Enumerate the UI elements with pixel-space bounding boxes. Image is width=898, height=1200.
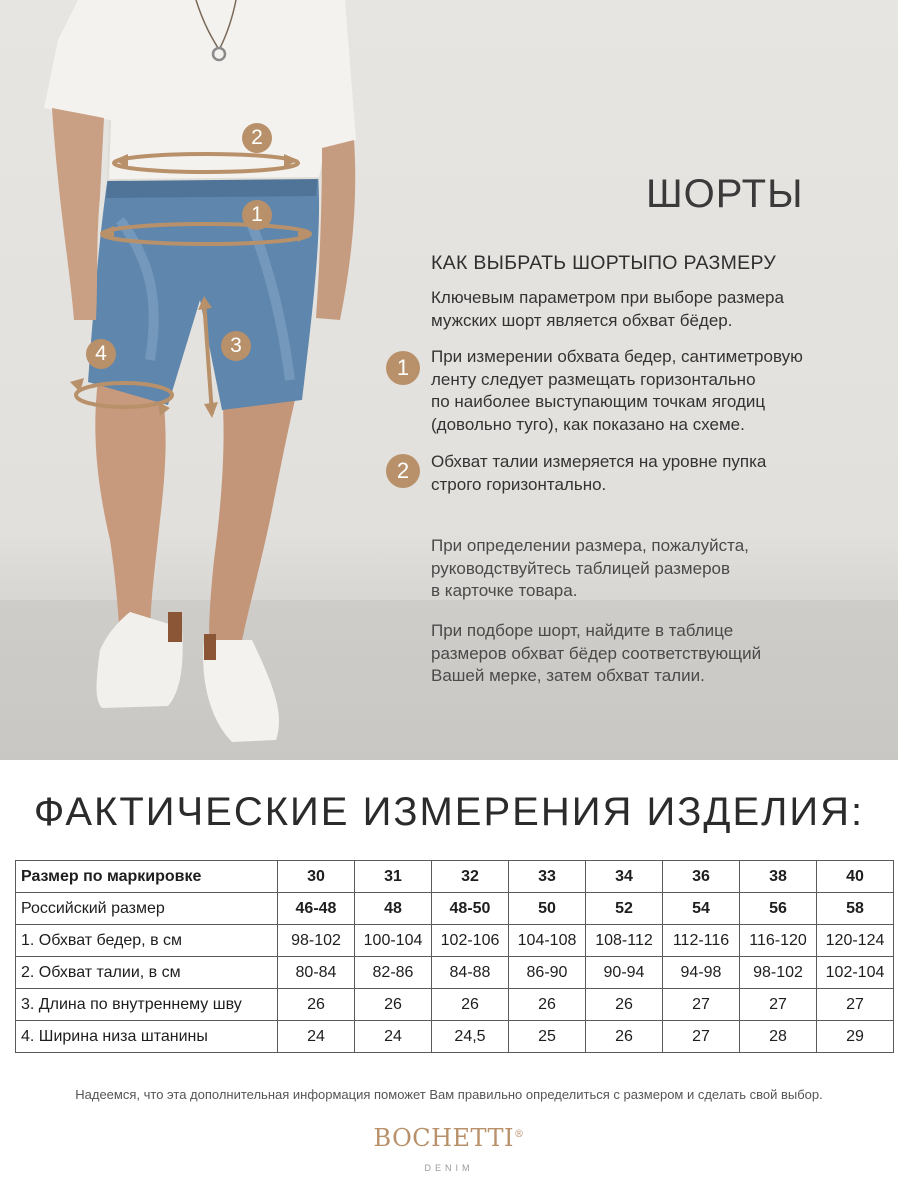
step-1-line: по наиболее выступающим точкам ягодиц [431, 392, 766, 411]
table-cell: 33 [509, 861, 586, 893]
intro-line: Ключевым параметром при выборе размера [431, 288, 784, 307]
table-cell: 56 [740, 893, 817, 925]
table-cell: 27 [663, 1021, 740, 1053]
table-cell: 86-90 [509, 957, 586, 989]
brand-name: BOCHETTI [373, 1124, 514, 1152]
table-cell: 25 [509, 1021, 586, 1053]
table-cell: 102-104 [817, 957, 894, 989]
table-cell: 104-108 [509, 925, 586, 957]
table-cell: 116-120 [740, 925, 817, 957]
table-cell: 84-88 [432, 957, 509, 989]
step-1-line: (довольно туго), как показано на схеме. [431, 414, 745, 434]
table-cell: 50 [509, 893, 586, 925]
table-cell: 36 [663, 861, 740, 893]
table-cell: 54 [663, 893, 740, 925]
marker-4-badge: 4 [86, 339, 116, 369]
brand-logo [0, 1124, 898, 1152]
table-cell: 38 [740, 861, 817, 893]
table-cell: 102-106 [432, 925, 509, 957]
table-cell: 48 [355, 893, 432, 925]
measurements-heading: ФАКТИЧЕСКИЕ ИЗМЕРЕНИЯ ИЗДЕЛИЯ: [33, 790, 865, 834]
table-row [16, 925, 894, 957]
size-table [15, 860, 894, 1053]
step-1-line: ленту следует размещать горизонтально [431, 369, 756, 389]
table-cell: 80-84 [278, 957, 355, 989]
table-row [16, 893, 894, 925]
page-title: ШОРТЫ [646, 172, 804, 216]
table-cell: 98-102 [278, 925, 355, 957]
table-cell: 82-86 [355, 957, 432, 989]
table-cell: 52 [586, 893, 663, 925]
table-row [16, 989, 894, 1021]
table-cell: 26 [586, 989, 663, 1021]
note-line: размеров обхват бёдер соответствующий [431, 643, 762, 663]
note-line: руководствуйтесь таблицей размеров [431, 558, 731, 578]
brand-registered-mark: ® [514, 1129, 525, 1140]
row-label: 4. Ширина низа штанины [16, 1021, 278, 1053]
intro-line: мужских шорт является обхват бёдер. [431, 310, 733, 330]
step-2-badge: 2 [386, 454, 420, 488]
table-cell: 112-116 [663, 925, 740, 957]
step-1-line: При измерении обхвата бедер, сантиметровую [431, 347, 803, 366]
table-cell: 48-50 [432, 893, 509, 925]
table-cell: 24 [355, 1021, 432, 1053]
row-label: 2. Обхват талии, в см [16, 957, 278, 989]
table-cell: 26 [432, 989, 509, 1021]
row-label: 3. Длина по внутреннему шву [16, 989, 278, 1021]
table-cell: 26 [586, 1021, 663, 1053]
marker-1-badge: 1 [242, 200, 272, 230]
step-2-line: Обхват талии измеряется на уровне пупка [431, 452, 767, 471]
table-cell: 27 [817, 989, 894, 1021]
table-cell: 58 [817, 893, 894, 925]
note-line: Вашей мерке, затем обхват талии. [431, 666, 705, 685]
table-cell: 29 [817, 1021, 894, 1053]
note-line: При определении размера, пожалуйста, [431, 536, 749, 555]
note-line: При подборе шорт, найдите в таблице [431, 621, 734, 640]
row-label: Российский размер [16, 893, 278, 925]
table-cell: 30 [278, 861, 355, 893]
table-cell: 98-102 [740, 957, 817, 989]
table-row [16, 861, 894, 893]
marker-2-badge: 2 [242, 123, 272, 153]
table-cell: 40 [817, 861, 894, 893]
table-cell: 27 [663, 989, 740, 1021]
marker-3-badge: 3 [221, 331, 251, 361]
note-size-card [431, 535, 851, 603]
table-cell: 32 [432, 861, 509, 893]
table-cell: 46-48 [278, 893, 355, 925]
note-line: в карточке товара. [431, 581, 578, 600]
table-cell: 26 [355, 989, 432, 1021]
footnote: Надеемся, что эта дополнительная информация поможет Вам правильно определиться с размером и сделать свой выбор. [75, 1087, 823, 1102]
table-cell: 27 [740, 989, 817, 1021]
row-label: 1. Обхват бедер, в см [16, 925, 278, 957]
table-cell: 90-94 [586, 957, 663, 989]
step-1-text [431, 346, 851, 436]
table-cell: 120-124 [817, 925, 894, 957]
table-cell: 24 [278, 1021, 355, 1053]
table-cell: 26 [509, 989, 586, 1021]
step-2-text [431, 451, 851, 496]
page-subtitle: КАК ВЫБРАТЬ ШОРТЫПО РАЗМЕРУ [431, 252, 777, 274]
intro-text [431, 287, 851, 332]
table-row [16, 1021, 894, 1053]
table-cell: 100-104 [355, 925, 432, 957]
table-cell: 34 [586, 861, 663, 893]
table-cell: 31 [355, 861, 432, 893]
table-cell: 108-112 [586, 925, 663, 957]
row-label: Размер по маркировке [16, 861, 278, 893]
note-fit-advice [431, 620, 851, 688]
table-row [16, 957, 894, 989]
table-cell: 26 [278, 989, 355, 1021]
table-cell: 94-98 [663, 957, 740, 989]
table-cell: 28 [740, 1021, 817, 1053]
brand-subline: DENIM [424, 1163, 474, 1173]
step-2-line: строго горизонтально. [431, 474, 607, 494]
table-cell: 24,5 [432, 1021, 509, 1053]
step-1-badge: 1 [386, 351, 420, 385]
